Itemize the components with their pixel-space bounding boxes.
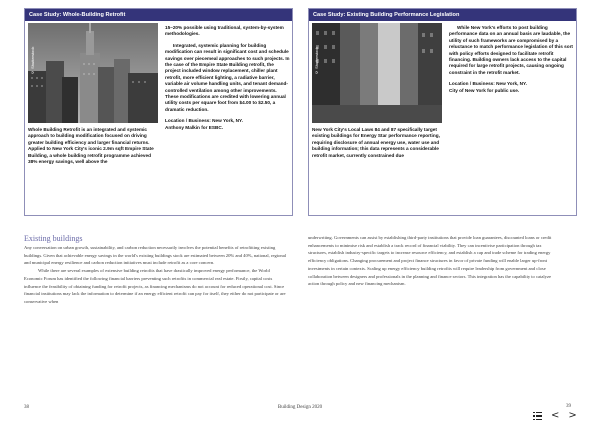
body-column-left <box>24 244 286 306</box>
page-number-right: 39 <box>566 404 571 409</box>
case-study-paragraph: 15–20% possible using traditional, system-by-system methodologies. <box>165 25 284 37</box>
body-paragraph: While there are several examples of extensive building retrofits that have drastically improved energy performance, the World Economic Forum has identified the following financial barriers preventing such retrofits in commercial real estate. Firstly, capital costs influence the feasibility of obtaining funding for retrofit projects, as financing mechanisms do not account for reduced operational cost. Since financial institutions may lack the information to determine if an energy efficient retrofit can pay for itself, they either do not participate or are conservative when <box>24 268 286 304</box>
case-study-body <box>165 25 290 131</box>
body-paragraph: Any conversation on urban growth, sustainability, and carbon reduction necessarily involves the potential benefits of retrofitting existing buildings. Given that achievable energy savings in the world's existing buildings stock are estimated between 20% and 40%, national, regional and municipal energy resilience and carbon reduction initiatives must include retrofit as a core concern. <box>24 245 287 266</box>
chevron-left-icon[interactable]: < <box>551 410 560 421</box>
body-column-right <box>308 234 558 288</box>
case-study-performance-legislation <box>308 8 577 216</box>
section-title: Existing buildings <box>24 234 83 243</box>
case-study-intro: Whole Building Retrofit is an integrated and systemic approach to building modification focused on driving greater building efficiency and larger financial returns. Applied to New York City's iconic 2.9m sqft Empire State Building, a whole building retrofit programme achieved 38% energy savings, well above the <box>28 127 154 165</box>
page-navigation <box>533 410 583 422</box>
case-study-source: Anthony Malkin for ESBC. <box>165 124 224 130</box>
body-paragraph: underwriting. Governments can assist by establishing third-party institutions that provide loan guarantees, discounted loans or credit enhancements to minimise risk and establish a track record of financial viability. They can incentivise participation through tax structures, establish industry-specific targets to increase resource efficiency, and establish a cap and trade scheme for trading energy efficiency obligations. Changing procurement and project finance structures in favor of private funding will enable larger up-front investments in certain contexts. Scaling up energy efficiency building retrofits will require leadership from government and close collaboration between designers and professionals in the planning and finance sectors. This integration has the capability to catalyze action through policy and new financing mechanism. <box>308 235 552 287</box>
building-photo-empire-state <box>28 23 158 123</box>
skyline-image <box>28 23 158 123</box>
case-study-whole-building <box>24 8 293 216</box>
photo-credit: © Shutterstock <box>314 46 319 75</box>
case-study-source: City of New York for public use. <box>449 87 520 93</box>
case-study-paragraph: While New York's efforts to post building performance data on an annual basis are laudable, the utility of such frameworks are compromised by a reluctance to match performance legislation of this sort with policy efforts designed to facilitate retrofit financing. Building owners lack access to the capital required for large retrofit projects, causing ongoing constraint in the retrofit market. <box>449 25 573 75</box>
case-study-location: Location / Business: New York, NY. <box>449 81 527 87</box>
publication-title: Building Design 2020 <box>277 405 323 410</box>
building-photo-new-york <box>312 23 442 123</box>
case-study-intro: New York City's Local Laws 84 and 87 specifically target existing buildings for Energy Star performance reporting, requiring disclosure of annual energy use, water use and building information; this data represents a considerable retrofit market, currently constrained due <box>312 127 440 158</box>
case-study-heading: Case Study: Existing Building Performance Legislation <box>309 9 576 21</box>
case-study-location: Location / Business: New York, NY. <box>165 118 243 124</box>
menu-icon[interactable] <box>533 412 542 420</box>
photo-credit: © Shutterstock <box>30 46 35 75</box>
case-study-body <box>449 25 574 94</box>
street-image <box>312 23 442 123</box>
case-study-paragraph: Integrated, systemic planning for building modification can result in significant cost and schedule savings over piecemeal approaches to such projects. In the case of the Empire State Building retrofit, the project included window replacement, chiller plant retrofit, more efficient lighting, a radiative barrier, variable air volume handling units, and tenant demand-controlled ventilation among other improvements. These modifications are credited with lowering annual utility costs per square foot from $4.00 to $2.50, a dramatic reduction. <box>165 42 290 112</box>
chevron-right-icon[interactable]: > <box>568 410 577 421</box>
page-number-left: 38 <box>24 405 29 410</box>
case-study-heading: Case Study: Whole-Building Retrofit <box>25 9 292 21</box>
